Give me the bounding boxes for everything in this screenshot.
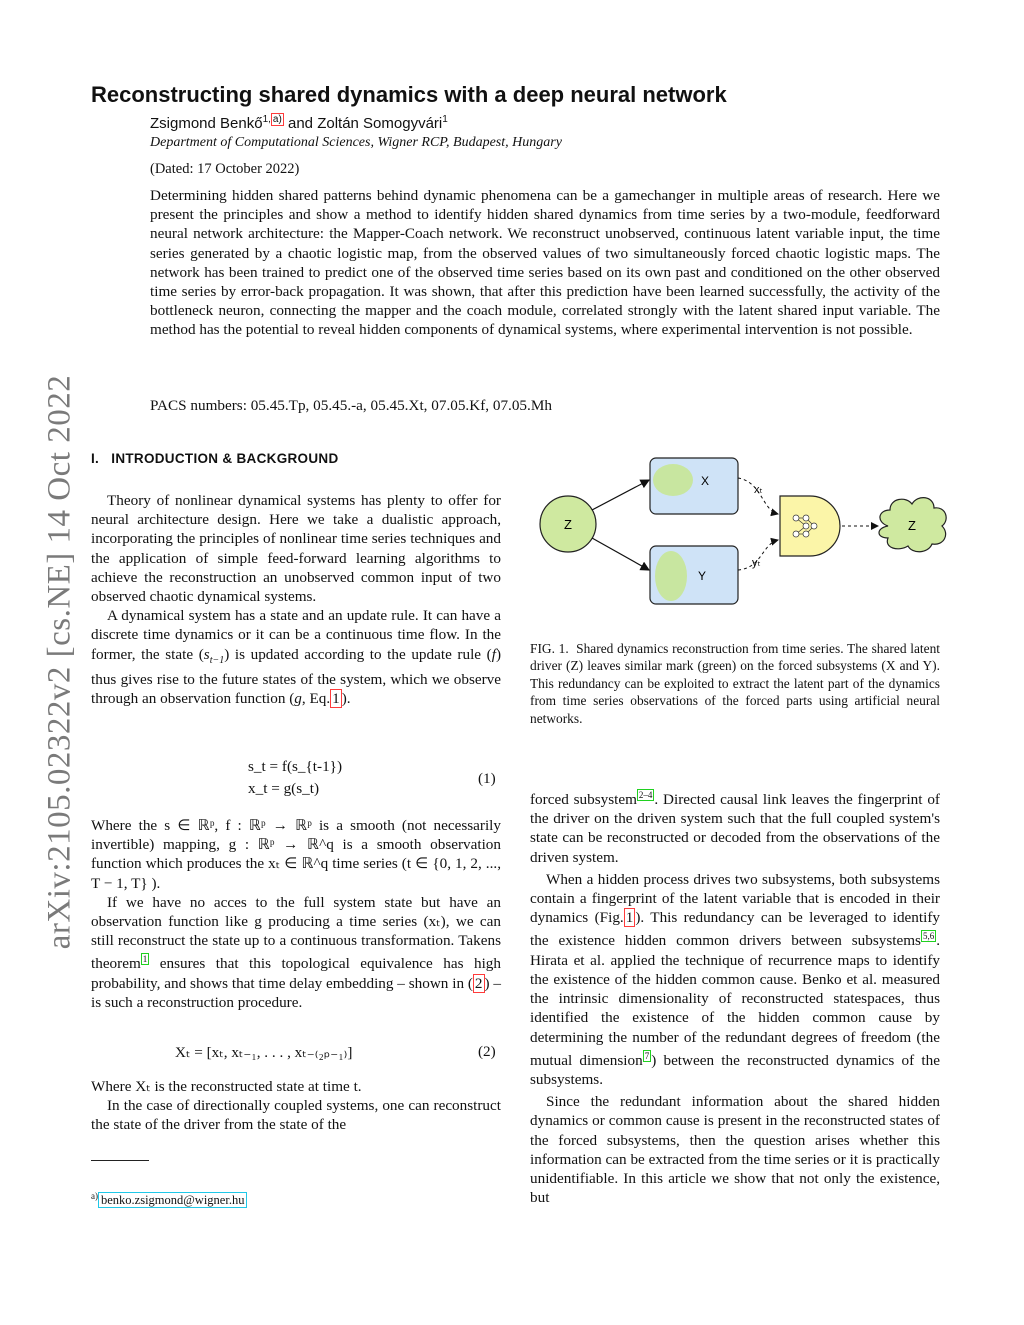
- date-line: (Dated: 17 October 2022): [150, 161, 300, 177]
- section-heading: [91, 451, 339, 466]
- section-number: I.: [91, 451, 100, 466]
- equation-1-line-2: x_t = g(s_t): [248, 780, 319, 797]
- paragraph: Since the redundant information about the shared hidden dynamics or common cause is present in the reconstructed states of the forced subsystems, then the question arises whether this information can be extracted from the time series or it is practically unidentifiable. In this article we show that not only the existence, but: [530, 1093, 940, 1207]
- author-2: Zoltán Somogyvári: [317, 115, 443, 132]
- subsystem-y-fingerprint: [655, 551, 687, 601]
- equation-2-number: (2): [478, 1043, 496, 1060]
- arrow-z-to-x: [592, 480, 649, 510]
- abstract: Determining hidden shared patterns behind dynamic phenomena can be a gamechanger in multiple areas of research. Here we present the principles and show a method to identify hidden shared dynamics from time series by a two-module, feedforward neural network architecture: the Mapper-Coach network. We reconstruct unobserved, continuous latent variable input, the time series generated by a chaotic logistic map, from the observed values of two simultaneously forced chaotic logistic maps. The network has been trained to predict one of the observed time series based on its own past and conditioned on the other observed time series by error-back propagation. It was shown, that after this prediction have been learned successfully, the activity of the bottleneck neuron, connecting the mapper and the coach module, correlated strongly with the latent shared input variable. The method has the potential to reveal hidden components of dynamical systems, where experimental intervention is not possible.: [150, 187, 940, 339]
- equation-1-line-1: s_t = f(s_{t-1}): [248, 758, 343, 775]
- author-1-affiliation: 1,: [262, 114, 271, 125]
- equation-1-link[interactable]: 1: [332, 690, 340, 708]
- author-email-link[interactable]: benko.zsigmond@wigner.hu: [98, 1192, 247, 1208]
- author-1: Zsigmond Benkő: [150, 115, 263, 132]
- citation-link[interactable]: 7: [644, 1050, 650, 1061]
- paragraph: Theory of nonlinear dynamical systems has plenty to offer for neural architecture design. Here we take a dualistic approach, incorporating the principles of nonlinear time series techniques and the application of simple feed-forward learning algorithms to achieve the reconstruction an unobserved common input of two observed chaotic dynamical systems.: [91, 492, 501, 606]
- paragraph: If we have no acces to the full system state but have an observation function like g producing a time series (xₜ), we can still reconstruct the state up to a continuous transformation. Takens theorem $^1$ ensures that this topological equivalence has high probability, and shows that time delay embedding – shown in ( 2 ) – is such a reconstruction procedure.: [91, 893, 501, 1011]
- paragraph: A dynamical system has a state and an update rule. It can have a discrete time dynamics or it can be a continuous time flow. In the former, the state $(s_{t-1})$ is updated according to the update rule (f) thus gives rise to the future states of the system, which we observe through an observation function (g, Eq. 1 ).: [91, 607, 501, 708]
- subsystem-y-label: Y: [697, 569, 707, 583]
- author-1-footnote-link[interactable]: a): [272, 114, 282, 125]
- left-column-intro: [91, 491, 501, 708]
- equation-2-link[interactable]: 2: [474, 974, 483, 992]
- citation-link[interactable]: 2–4: [638, 790, 653, 800]
- figure-1-caption: [530, 640, 940, 727]
- paper-title: Reconstructing shared dynamics with a deep neural network: [91, 82, 727, 107]
- latent-driver-label: Z: [564, 517, 572, 532]
- figure-1-diagram: [530, 452, 950, 622]
- footnote: [91, 1191, 247, 1208]
- right-column: [530, 786, 940, 1207]
- left-column-end: [91, 1077, 501, 1135]
- equation-2: Xₜ = [xₜ, xₜ₋₁, . . . , xₜ₋₍₂ₚ₋₁₎]: [175, 1044, 353, 1061]
- affiliation: Department of Computational Sciences, Wigner RCP, Budapest, Hungary: [150, 135, 562, 150]
- author-line: [150, 114, 448, 132]
- neural-network-block: [780, 496, 840, 556]
- paragraph: Where Xₜ is the reconstructed state at time t.: [91, 1078, 362, 1095]
- arrow-z-to-y: [592, 538, 649, 570]
- author-2-affiliation: 1: [442, 114, 448, 125]
- citation-link[interactable]: 1: [142, 954, 148, 965]
- left-column-body: [91, 816, 501, 1012]
- citation-link[interactable]: 5,6: [922, 931, 935, 942]
- pacs-numbers: PACS numbers: 05.45.Tp, 05.45.-a, 05.45.Xt, 07.05.Kf, 07.05.Mh: [150, 397, 552, 414]
- figure-1-link[interactable]: 1: [625, 909, 634, 927]
- paragraph: When a hidden process drives two subsystems, both subsystems contain a fingerprint of the latent variable that is encoded in their dynamics (Fig. 1 ). This redundancy can be leveraged to identify the existence hidden common drivers between subsystems $^{5,6}$ . Hirata et al. applied the technique of recurrence maps to identify the existence of the hidden common cause. Benko et al. measured the intrinsic dimensionality of reconstructed statespaces, thus identified the existence of the hidden common cause by determining the number of the redundant degrees of freedom (the mutual dimension $^7$ ) between the reconstructed dynamics of the subsystems.: [530, 870, 940, 1089]
- subsystem-x-fingerprint: [653, 464, 693, 496]
- arxiv-identifier-stamp: arXiv:2105.02322v2 [cs.NE] 14 Oct 2022: [41, 374, 78, 950]
- paragraph: In the case of directionally coupled systems, one can reconstruct the state of the driver from the state of the: [91, 1097, 501, 1134]
- yt-label: yₜ: [752, 557, 761, 569]
- paragraph: Where the s ∈ ℝᵖ, f : ℝᵖ → ℝᵖ is a smooth (not necessarily invertible) mapping, g : ℝᵖ → ℝ^q is a smooth observation function which produces the xₜ ∈ ℝ^q time series (t ∈ {0, 1, 2, ..., T − 1, T} ).: [91, 817, 501, 892]
- footnote-divider: [91, 1160, 149, 1161]
- reconstructed-z-label: Z: [908, 518, 916, 533]
- equation-1-number: (1): [478, 770, 496, 787]
- author-conjunction: and: [283, 115, 318, 132]
- footnote-marker: a): [91, 1191, 98, 1201]
- xt-label: xₜ: [754, 484, 763, 496]
- caption-label: FIG. 1.: [530, 641, 569, 656]
- subsystem-x-label: X: [700, 474, 710, 488]
- section-title: INTRODUCTION & BACKGROUND: [111, 451, 339, 466]
- paragraph: forced subsystem $^{2-4}$ . Directed causal link leaves the fingerprint of the driver on the driven system such that the full coupled system's state can be reconstructed or decoded from the observations of the driven system.: [530, 790, 940, 866]
- caption-text: Shared dynamics reconstruction from time series. The shared latent driver (Z) leaves similar mark (green) on the forced subsystems (X and Y). This redundancy can be exploited to extract the latent part of the dynamics from time series observations of the forced parts using artificial neural networks.: [530, 641, 940, 726]
